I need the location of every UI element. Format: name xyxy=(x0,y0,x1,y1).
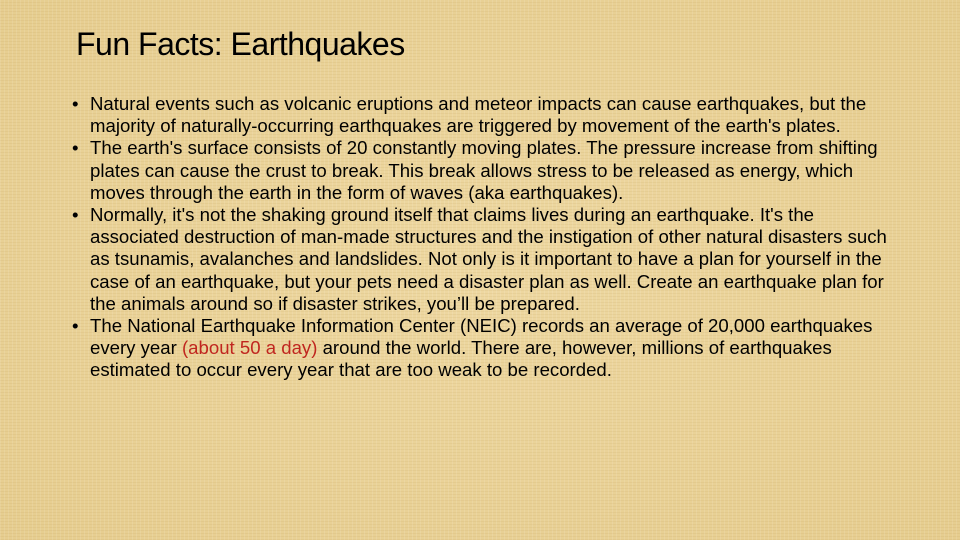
bullet-icon: • xyxy=(72,204,79,226)
bullet-text: Normally, it's not the shaking ground itself that claims lives during an earthquake. It's the associated destruction of man-made structures and the instigation of other natural disasters such as tsunamis, avalanches and landslides. Not only is it important to have a plan for yourself in the case of an earthquake, but your pets need a disaster plan as well. Create an earthquake plan for the animals around so if disaster strikes, you’ll be prepared. xyxy=(90,204,887,314)
slide-title: Fun Facts: Earthquakes xyxy=(76,26,405,62)
bullet-text-part: around the world. There are, however, millions of earthquakes estimated to occur every year that are too weak to be recorded. xyxy=(90,337,832,381)
bullet-text: Natural events such as volcanic eruptions and meteor impacts can cause earthquakes, but the majority of naturally-occurring earthquakes are triggered by movement of the earth's plates. xyxy=(90,93,867,137)
bullet-icon: • xyxy=(72,93,79,114)
bullet-icon: • xyxy=(72,137,79,159)
bullet-item xyxy=(72,137,896,204)
bullet-list xyxy=(72,93,896,382)
bullet-text: The earth's surface consists of 20 constantly moving plates. The pressure increase from shifting plates can cause the crust to break. This break allows stress to be released as energy, which moves through the earth in the form of waves (aka earthquakes). xyxy=(90,137,878,203)
highlighted-text: (about 50 a day) xyxy=(181,337,318,359)
bullet-item xyxy=(72,204,896,315)
bullet-item xyxy=(72,93,896,137)
bullet-icon: • xyxy=(72,315,79,337)
bullet-text xyxy=(90,315,872,380)
bullet-text-part: The National Earthquake Information Center (NEIC) records an average of 20,000 earthquakes every year xyxy=(90,315,873,359)
bullet-item xyxy=(72,315,896,382)
